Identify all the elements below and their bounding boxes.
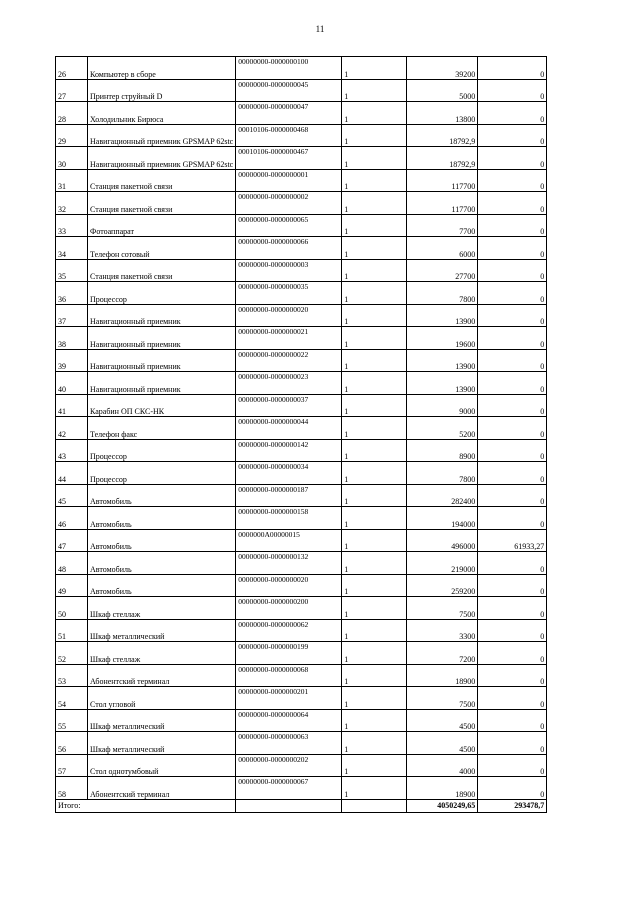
item-name: Абонентский терминал — [88, 777, 236, 800]
table-row — [56, 507, 547, 530]
table-row — [56, 192, 547, 215]
table-row — [56, 372, 547, 395]
inventory-number: 00000000-0000000002 — [236, 192, 342, 215]
row-number: 28 — [56, 102, 88, 125]
total-blank-name — [88, 799, 236, 812]
item-name: Автомобиль — [88, 484, 236, 507]
residual-value: 0 — [478, 372, 547, 395]
item-name: Стол угловой — [88, 687, 236, 710]
quantity: 1 — [342, 417, 407, 440]
quantity: 1 — [342, 79, 407, 102]
inventory-number: 00000000-0000000063 — [236, 732, 342, 755]
item-name: Навигационный приемник GPSMAP 62stc — [88, 147, 236, 170]
residual-value: 0 — [478, 597, 547, 620]
book-value: 7700 — [407, 214, 478, 237]
table-row — [56, 79, 547, 102]
residual-value: 0 — [478, 349, 547, 372]
row-number: 39 — [56, 349, 88, 372]
row-number: 29 — [56, 124, 88, 147]
residual-value: 61933,27 — [478, 529, 547, 552]
total-residual: 293478,7 — [478, 799, 547, 812]
item-name: Станция пакетной связи — [88, 192, 236, 215]
book-value: 18900 — [407, 777, 478, 800]
book-value: 13900 — [407, 349, 478, 372]
inventory-number: 00010106-0000000467 — [236, 147, 342, 170]
book-value: 6000 — [407, 237, 478, 260]
residual-value: 0 — [478, 777, 547, 800]
table-row — [56, 754, 547, 777]
inventory-number: 00000000-0000000064 — [236, 709, 342, 732]
row-number: 36 — [56, 282, 88, 305]
quantity: 1 — [342, 574, 407, 597]
quantity: 1 — [342, 192, 407, 215]
residual-value: 0 — [478, 664, 547, 687]
book-value: 39200 — [407, 57, 478, 80]
quantity: 1 — [342, 102, 407, 125]
inventory-number: 00000000-0000000132 — [236, 552, 342, 575]
row-number: 31 — [56, 169, 88, 192]
row-number: 41 — [56, 394, 88, 417]
residual-value: 0 — [478, 124, 547, 147]
book-value: 194000 — [407, 507, 478, 530]
residual-value: 0 — [478, 709, 547, 732]
quantity: 1 — [342, 732, 407, 755]
residual-value: 0 — [478, 102, 547, 125]
item-name: Навигационный приемник — [88, 327, 236, 350]
table-row — [56, 214, 547, 237]
book-value: 7500 — [407, 597, 478, 620]
quantity: 1 — [342, 687, 407, 710]
page-number: 11 — [315, 24, 325, 34]
item-name: Шкаф стеллаж — [88, 642, 236, 665]
residual-value: 0 — [478, 304, 547, 327]
inventory-number: 00000000-0000000044 — [236, 417, 342, 440]
table-row — [56, 462, 547, 485]
row-number: 50 — [56, 597, 88, 620]
inventory-number: 00000000-0000000065 — [236, 214, 342, 237]
table-row — [56, 529, 547, 552]
item-name: Фотоаппарат — [88, 214, 236, 237]
item-name: Процессор — [88, 462, 236, 485]
residual-value: 0 — [478, 484, 547, 507]
residual-value: 0 — [478, 169, 547, 192]
quantity: 1 — [342, 597, 407, 620]
inventory-number: 00000000-0000000200 — [236, 597, 342, 620]
table-row — [56, 619, 547, 642]
inventory-number: 00000000-0000000187 — [236, 484, 342, 507]
quantity: 1 — [342, 484, 407, 507]
item-name: Автомобиль — [88, 574, 236, 597]
book-value: 7200 — [407, 642, 478, 665]
table-row — [56, 327, 547, 350]
item-name: Телефон факс — [88, 417, 236, 440]
table-row — [56, 642, 547, 665]
quantity: 1 — [342, 214, 407, 237]
quantity: 1 — [342, 462, 407, 485]
item-name: Навигационный приемник — [88, 372, 236, 395]
item-name: Станция пакетной связи — [88, 259, 236, 282]
book-value: 117700 — [407, 169, 478, 192]
item-name: Шкаф стеллаж — [88, 597, 236, 620]
row-number: 38 — [56, 327, 88, 350]
table-row — [56, 124, 547, 147]
residual-value: 0 — [478, 754, 547, 777]
residual-value: 0 — [478, 462, 547, 485]
quantity: 1 — [342, 777, 407, 800]
residual-value: 0 — [478, 79, 547, 102]
quantity: 1 — [342, 439, 407, 462]
quantity: 1 — [342, 372, 407, 395]
row-number: 35 — [56, 259, 88, 282]
book-value: 3300 — [407, 619, 478, 642]
table-row — [56, 732, 547, 755]
residual-value: 0 — [478, 642, 547, 665]
inventory-number: 00000000-0000000022 — [236, 349, 342, 372]
inventory-table — [55, 56, 547, 813]
residual-value: 0 — [478, 619, 547, 642]
residual-value: 0 — [478, 439, 547, 462]
total-row — [56, 799, 547, 812]
item-name: Абонентский терминал — [88, 664, 236, 687]
residual-value: 0 — [478, 147, 547, 170]
row-number: 44 — [56, 462, 88, 485]
table-row — [56, 282, 547, 305]
inventory-number: 00000000-0000000035 — [236, 282, 342, 305]
inventory-number: 00000000-0000000158 — [236, 507, 342, 530]
table-row — [56, 664, 547, 687]
inventory-number: 00000000-0000000062 — [236, 619, 342, 642]
row-number: 40 — [56, 372, 88, 395]
row-number: 34 — [56, 237, 88, 260]
residual-value: 0 — [478, 417, 547, 440]
inventory-number: 00010106-0000000468 — [236, 124, 342, 147]
row-number: 49 — [56, 574, 88, 597]
total-blank-inv — [236, 799, 342, 812]
table-row — [56, 394, 547, 417]
residual-value: 0 — [478, 574, 547, 597]
quantity: 1 — [342, 349, 407, 372]
item-name: Холодильник Бирюса — [88, 102, 236, 125]
quantity: 1 — [342, 304, 407, 327]
book-value: 117700 — [407, 192, 478, 215]
book-value: 496000 — [407, 529, 478, 552]
book-value: 18792,9 — [407, 124, 478, 147]
table-row — [56, 417, 547, 440]
item-name: Шкаф металлический — [88, 732, 236, 755]
book-value: 18792,9 — [407, 147, 478, 170]
table-row — [56, 237, 547, 260]
item-name: Карабин ОП СКС-НК — [88, 394, 236, 417]
item-name: Шкаф металлический — [88, 619, 236, 642]
item-name: Автомобиль — [88, 552, 236, 575]
row-number: 26 — [56, 57, 88, 80]
row-number: 27 — [56, 79, 88, 102]
item-name: Навигационный приемник — [88, 304, 236, 327]
table-row — [56, 687, 547, 710]
item-name: Принтер струйный D — [88, 79, 236, 102]
item-name: Телефон сотовый — [88, 237, 236, 260]
item-name: Станция пакетной связи — [88, 169, 236, 192]
table-row — [56, 709, 547, 732]
quantity: 1 — [342, 57, 407, 80]
inventory-number: 0000000А00000015 — [236, 529, 342, 552]
book-value: 7800 — [407, 282, 478, 305]
residual-value: 0 — [478, 237, 547, 260]
residual-value: 0 — [478, 732, 547, 755]
quantity: 1 — [342, 529, 407, 552]
table-row — [56, 147, 547, 170]
table-row — [56, 259, 547, 282]
inventory-number: 00000000-0000000034 — [236, 462, 342, 485]
row-number: 32 — [56, 192, 88, 215]
residual-value: 0 — [478, 507, 547, 530]
residual-value: 0 — [478, 214, 547, 237]
quantity: 1 — [342, 259, 407, 282]
quantity: 1 — [342, 507, 407, 530]
item-name: Процессор — [88, 439, 236, 462]
inventory-number: 00000000-0000000037 — [236, 394, 342, 417]
book-value: 13900 — [407, 372, 478, 395]
inventory-table-body — [56, 57, 547, 800]
table-row — [56, 484, 547, 507]
book-value: 8900 — [407, 439, 478, 462]
inventory-number: 00000000-0000000001 — [236, 169, 342, 192]
table-row — [56, 304, 547, 327]
item-name: Процессор — [88, 282, 236, 305]
total-label: Итого: — [56, 799, 88, 812]
row-number: 37 — [56, 304, 88, 327]
inventory-number: 00000000-0000000201 — [236, 687, 342, 710]
quantity: 1 — [342, 642, 407, 665]
row-number: 45 — [56, 484, 88, 507]
total-blank-qty — [342, 799, 407, 812]
item-name: Навигационный приемник — [88, 349, 236, 372]
row-number: 57 — [56, 754, 88, 777]
quantity: 1 — [342, 282, 407, 305]
inventory-number: 00000000-0000000066 — [236, 237, 342, 260]
inventory-number: 00000000-0000000199 — [236, 642, 342, 665]
quantity: 1 — [342, 394, 407, 417]
table-row — [56, 552, 547, 575]
book-value: 5200 — [407, 417, 478, 440]
table-row — [56, 777, 547, 800]
item-name: Стол однотумбовый — [88, 754, 236, 777]
book-value: 27700 — [407, 259, 478, 282]
residual-value: 0 — [478, 687, 547, 710]
table-row — [56, 439, 547, 462]
row-number: 30 — [56, 147, 88, 170]
quantity: 1 — [342, 237, 407, 260]
quantity: 1 — [342, 124, 407, 147]
inventory-number: 00000000-0000000068 — [236, 664, 342, 687]
row-number: 42 — [56, 417, 88, 440]
item-name: Навигационный приемник GPSMAP 62stc — [88, 124, 236, 147]
table-row — [56, 597, 547, 620]
book-value: 4500 — [407, 732, 478, 755]
quantity: 1 — [342, 169, 407, 192]
residual-value: 0 — [478, 552, 547, 575]
row-number: 56 — [56, 732, 88, 755]
row-number: 43 — [56, 439, 88, 462]
book-value: 282400 — [407, 484, 478, 507]
quantity: 1 — [342, 754, 407, 777]
book-value: 13900 — [407, 304, 478, 327]
book-value: 9000 — [407, 394, 478, 417]
row-number: 52 — [56, 642, 88, 665]
item-name: Автомобиль — [88, 529, 236, 552]
table-row — [56, 349, 547, 372]
inventory-number: 00000000-0000000100 — [236, 57, 342, 80]
quantity: 1 — [342, 619, 407, 642]
row-number: 58 — [56, 777, 88, 800]
residual-value: 0 — [478, 57, 547, 80]
book-value: 7500 — [407, 687, 478, 710]
inventory-number: 00000000-0000000023 — [236, 372, 342, 395]
row-number: 47 — [56, 529, 88, 552]
residual-value: 0 — [478, 327, 547, 350]
book-value: 18900 — [407, 664, 478, 687]
residual-value: 0 — [478, 259, 547, 282]
inventory-number: 00000000-0000000045 — [236, 79, 342, 102]
row-number: 51 — [56, 619, 88, 642]
book-value: 19600 — [407, 327, 478, 350]
row-number: 48 — [56, 552, 88, 575]
book-value: 4000 — [407, 754, 478, 777]
inventory-number: 00000000-0000000020 — [236, 574, 342, 597]
inventory-number: 00000000-0000000003 — [236, 259, 342, 282]
book-value: 259200 — [407, 574, 478, 597]
book-value: 5000 — [407, 79, 478, 102]
inventory-number: 00000000-0000000020 — [236, 304, 342, 327]
item-name: Компьютер в сборе — [88, 57, 236, 80]
inventory-number: 00000000-0000000142 — [236, 439, 342, 462]
quantity: 1 — [342, 709, 407, 732]
table-row — [56, 574, 547, 597]
residual-value: 0 — [478, 282, 547, 305]
table-row — [56, 169, 547, 192]
inventory-number: 00000000-0000000067 — [236, 777, 342, 800]
inventory-number: 00000000-0000000047 — [236, 102, 342, 125]
book-value: 219000 — [407, 552, 478, 575]
item-name: Шкаф металлический — [88, 709, 236, 732]
row-number: 55 — [56, 709, 88, 732]
row-number: 33 — [56, 214, 88, 237]
row-number: 46 — [56, 507, 88, 530]
table-row — [56, 57, 547, 80]
total-cost: 4050249,65 — [407, 799, 478, 812]
residual-value: 0 — [478, 394, 547, 417]
row-number: 53 — [56, 664, 88, 687]
quantity: 1 — [342, 147, 407, 170]
item-name: Автомобиль — [88, 507, 236, 530]
row-number: 54 — [56, 687, 88, 710]
quantity: 1 — [342, 552, 407, 575]
quantity: 1 — [342, 327, 407, 350]
residual-value: 0 — [478, 192, 547, 215]
book-value: 4500 — [407, 709, 478, 732]
book-value: 7800 — [407, 462, 478, 485]
quantity: 1 — [342, 664, 407, 687]
table-row — [56, 102, 547, 125]
book-value: 13800 — [407, 102, 478, 125]
inventory-number: 00000000-0000000021 — [236, 327, 342, 350]
inventory-number: 00000000-0000000202 — [236, 754, 342, 777]
